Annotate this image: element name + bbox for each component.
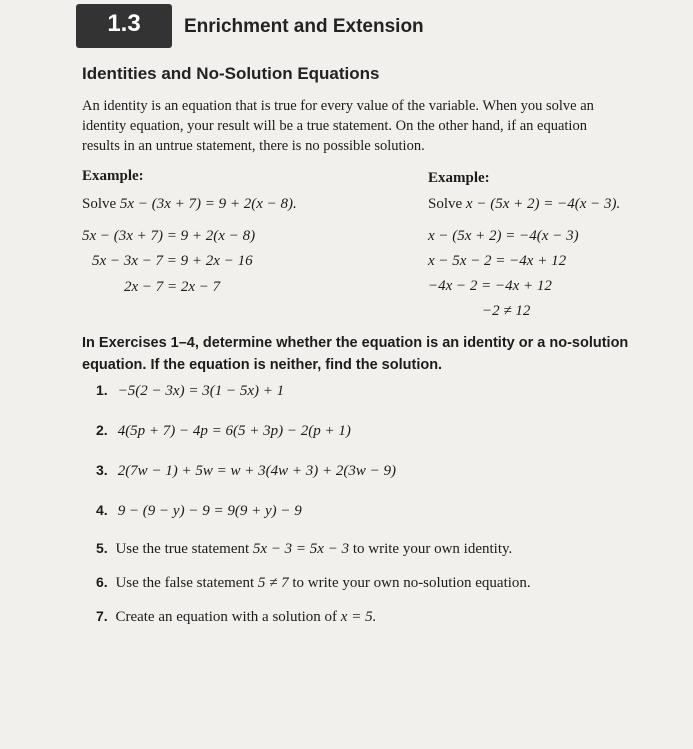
example-2-step-1: x − (5x + 2) = −4(x − 3) (428, 228, 579, 244)
example-1-prompt-word: Solve (82, 196, 117, 212)
exercise-2-equation: 4(5p + 7) − 4p = 6(5 + 3p) − 2(p + 1) (117, 423, 351, 439)
example-1-prompt (82, 196, 297, 213)
task-6-number: 6. (96, 574, 108, 590)
exercise-2 (96, 422, 351, 440)
example-1-step-2: 5x − 3x − 7 = 9 + 2x − 16 (92, 253, 253, 269)
section-title: Enrichment and Extension (184, 16, 424, 37)
task-5-math: 5x − 3 = 5x − 3 (252, 541, 350, 557)
exercise-1-equation: −5(2 − 3x) = 3(1 − 5x) + 1 (117, 383, 285, 399)
exercise-instructions: In Exercises 1–4, determine whether the equation is an identity or a no-solution equation. If the equation is neither, find the solution. (82, 335, 629, 373)
task-5-text-after: to write your own identity. (352, 541, 513, 557)
task-6-text-before: Use the false statement (115, 575, 255, 591)
example-2-step-3: −4x − 2 = −4x + 12 (428, 278, 552, 294)
task-6-text-after: to write your own no-solution equation. (292, 575, 531, 591)
exercise-1 (96, 382, 284, 400)
task-6-math: 5 ≠ 7 (257, 575, 289, 591)
example-2-prompt-word: Solve (428, 196, 463, 212)
exercise-3 (96, 462, 396, 480)
section-number: 1.3 (107, 10, 141, 37)
exercise-4-number: 4. (96, 502, 108, 518)
intro-paragraph: An identity is an equation that is true for every value of the variable. When you solve an identity equation, your result will be a true statement. On the other hand, if an equation results in an untrue statement, there is no possible solution. (82, 98, 594, 154)
example-2-equation: x − (5x + 2) = −4(x − 3). (465, 196, 621, 212)
exercise-3-number: 3. (96, 462, 108, 478)
example-2-step-4: −2 ≠ 12 (482, 303, 531, 319)
example-2-step-2: x − 5x − 2 = −4x + 12 (428, 253, 567, 269)
section-number-badge (76, 4, 172, 48)
example-1-label: Example: (82, 168, 144, 184)
task-5 (96, 540, 512, 558)
exercise-4-equation: 9 − (9 − y) − 9 = 9(9 + y) − 9 (117, 503, 302, 519)
task-7-number: 7. (96, 608, 108, 624)
task-7-math: x = 5. (340, 609, 377, 625)
exercise-2-number: 2. (96, 422, 108, 438)
task-7-text-before: Create an equation with a solution of (115, 609, 338, 625)
task-5-number: 5. (96, 540, 108, 556)
exercise-3-equation: 2(7w − 1) + 5w = w + 3(4w + 3) + 2(3w − 9) (117, 463, 397, 479)
example-1-step-1: 5x − (3x + 7) = 9 + 2(x − 8) (82, 228, 256, 244)
example-2-label: Example: (428, 170, 490, 186)
example-1-step-3: 2x − 7 = 2x − 7 (124, 279, 221, 295)
page-heading: Identities and No-Solution Equations (82, 64, 380, 83)
task-7 (96, 608, 376, 626)
example-1-equation: 5x − (3x + 7) = 9 + 2(x − 8). (119, 196, 297, 212)
exercise-4 (96, 502, 302, 520)
example-2-prompt (428, 196, 620, 213)
task-5-text-before: Use the true statement (115, 541, 250, 557)
exercise-1-number: 1. (96, 382, 108, 398)
task-6 (96, 574, 531, 592)
